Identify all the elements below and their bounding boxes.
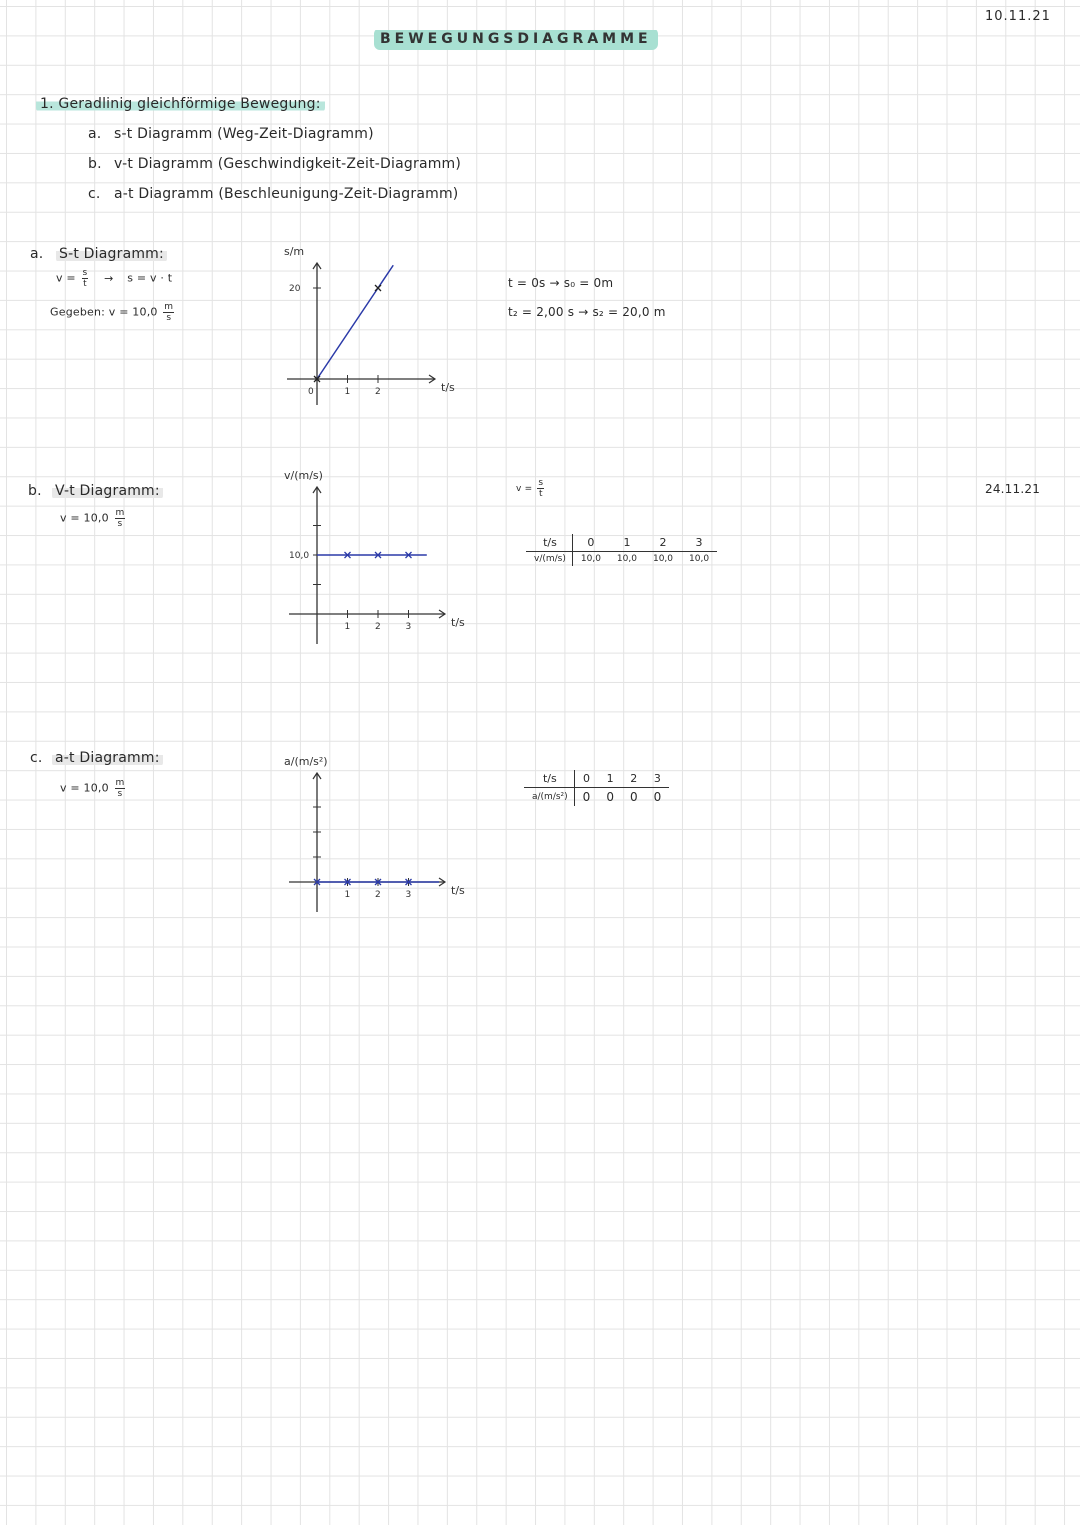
given-value: v = 10,0: [60, 511, 109, 525]
x-tick-label: 1: [344, 622, 351, 632]
intro-item-a: [88, 126, 374, 142]
table-cell-head: v/(m/s): [526, 552, 572, 567]
given-value: v = 10,0: [108, 305, 158, 319]
table-cell: 2: [645, 534, 681, 552]
table-cell: 1: [598, 770, 622, 788]
section-b-formula: [516, 478, 546, 499]
table-cell: 0: [653, 790, 662, 804]
date-second: 24.11.21: [985, 482, 1041, 496]
fraction-denominator: t: [83, 279, 87, 289]
section-b-given: [60, 508, 127, 529]
section-a-heading: [30, 246, 167, 262]
formula-fraction: [537, 478, 544, 499]
section-letter: b.: [28, 483, 42, 499]
y-axis-label: a/(m/s²): [284, 755, 328, 768]
section-heading-text: S-t Diagramm:: [56, 246, 167, 262]
given-label: Gegeben:: [50, 305, 106, 319]
unit-denominator: s: [166, 313, 172, 323]
arrow-icon: →: [104, 271, 114, 285]
table-cell: 3: [681, 534, 717, 552]
table-cell-head: t/s: [524, 770, 574, 788]
section-a-formula: [56, 268, 172, 289]
intro-item-letter: c.: [88, 186, 101, 202]
unit-denominator: s: [117, 789, 123, 799]
x-axis-label: t/s: [451, 616, 465, 629]
table-cell: 0: [572, 534, 609, 552]
unit-denominator: s: [117, 519, 123, 529]
data-point: [375, 285, 381, 291]
table-cell: 10,0: [689, 554, 710, 564]
section-c-heading: [30, 750, 163, 766]
x-tick-label: 2: [375, 890, 381, 900]
intro-item-text: s-t Diagramm (Weg-Zeit-Diagramm): [114, 126, 374, 142]
table-cell: 10,0: [580, 554, 601, 564]
y-axis-label: v/(m/s): [284, 469, 323, 482]
formula-fraction: [82, 268, 89, 289]
intro-item-text: a-t Diagramm (Beschleunigung-Zeit-Diagramm): [114, 186, 459, 202]
x-axis-label: t/s: [441, 381, 455, 394]
table-cell: 1: [609, 534, 645, 552]
unit-numerator: m: [115, 508, 125, 518]
intro-item-text: v-t Diagramm (Geschwindigkeit-Zeit-Diagramm): [114, 156, 462, 172]
x-tick-label: 0: [308, 387, 314, 397]
table-cell-head: a/(m/s²): [524, 788, 574, 807]
y-tick-label: 20: [289, 284, 301, 294]
table-row: [524, 788, 669, 807]
section-a-given: [50, 302, 176, 323]
section-c-given: [60, 778, 127, 799]
table-cell: 0: [582, 790, 591, 804]
table-cell: 3: [646, 770, 670, 788]
fraction-denominator: t: [538, 489, 543, 499]
series-line: [317, 265, 393, 379]
table-cell-head: t/s: [526, 534, 572, 552]
table-row: [524, 770, 669, 788]
intro-heading: [36, 96, 325, 112]
x-tick-label: 2: [375, 387, 381, 397]
x-tick-label: 1: [344, 890, 351, 900]
section-heading-text: V-t Diagramm:: [52, 483, 163, 499]
given-unit: [115, 778, 126, 799]
fraction-numerator: s: [82, 268, 88, 278]
section-letter: c.: [30, 750, 43, 766]
v-t-value-table: [526, 534, 717, 566]
unit-numerator: m: [115, 778, 125, 788]
table-cell: 0: [606, 790, 614, 804]
a-t-value-table: [524, 770, 669, 806]
s-t-chart: [260, 245, 480, 410]
x-tick-label: 1: [344, 387, 351, 397]
table-row: [526, 534, 717, 552]
y-axis-label: s/m: [284, 245, 305, 258]
table-cell: 0: [629, 790, 638, 804]
given-value: v = 10,0: [60, 781, 109, 795]
calc-line-1: t = 0s → s₀ = 0m: [508, 276, 614, 290]
x-tick-label: 3: [405, 622, 412, 632]
a-t-chart: [265, 745, 485, 915]
v-t-chart: [265, 465, 485, 650]
given-unit: [163, 302, 174, 323]
table-cell: 10,0: [652, 554, 674, 564]
x-tick-label: 2: [375, 622, 381, 632]
date-top: 10.11.21: [985, 9, 1051, 24]
intro-item-c: [88, 186, 458, 202]
formula-rhs: s = v · t: [127, 271, 173, 285]
x-tick-label: 3: [405, 890, 412, 900]
intro-item-b: [88, 156, 461, 172]
section-letter: a.: [30, 246, 44, 262]
table-cell: 0: [574, 770, 598, 788]
section-b-heading: [28, 483, 163, 499]
x-axis-label: t/s: [451, 884, 465, 897]
formula-lhs: v =: [56, 271, 76, 285]
intro-item-letter: a.: [88, 126, 102, 142]
given-unit: [115, 508, 126, 529]
fraction-numerator: s: [538, 478, 544, 488]
table-row: [526, 552, 717, 567]
y-tick-label: 10,0: [289, 551, 310, 561]
table-cell: 2: [622, 770, 646, 788]
formula-lhs: v =: [516, 484, 533, 494]
intro-item-letter: b.: [88, 156, 102, 172]
section-heading-text: a-t Diagramm:: [52, 750, 163, 766]
page-title: BEWEGUNGSDIAGRAMME: [374, 28, 658, 50]
table-cell: 10,0: [616, 554, 637, 564]
calc-line-2: t₂ = 2,00 s → s₂ = 20,0 m: [508, 305, 666, 319]
intro-heading-text: 1. Geradlinig gleichförmige Bewegung:: [36, 96, 325, 112]
unit-numerator: m: [164, 302, 174, 312]
